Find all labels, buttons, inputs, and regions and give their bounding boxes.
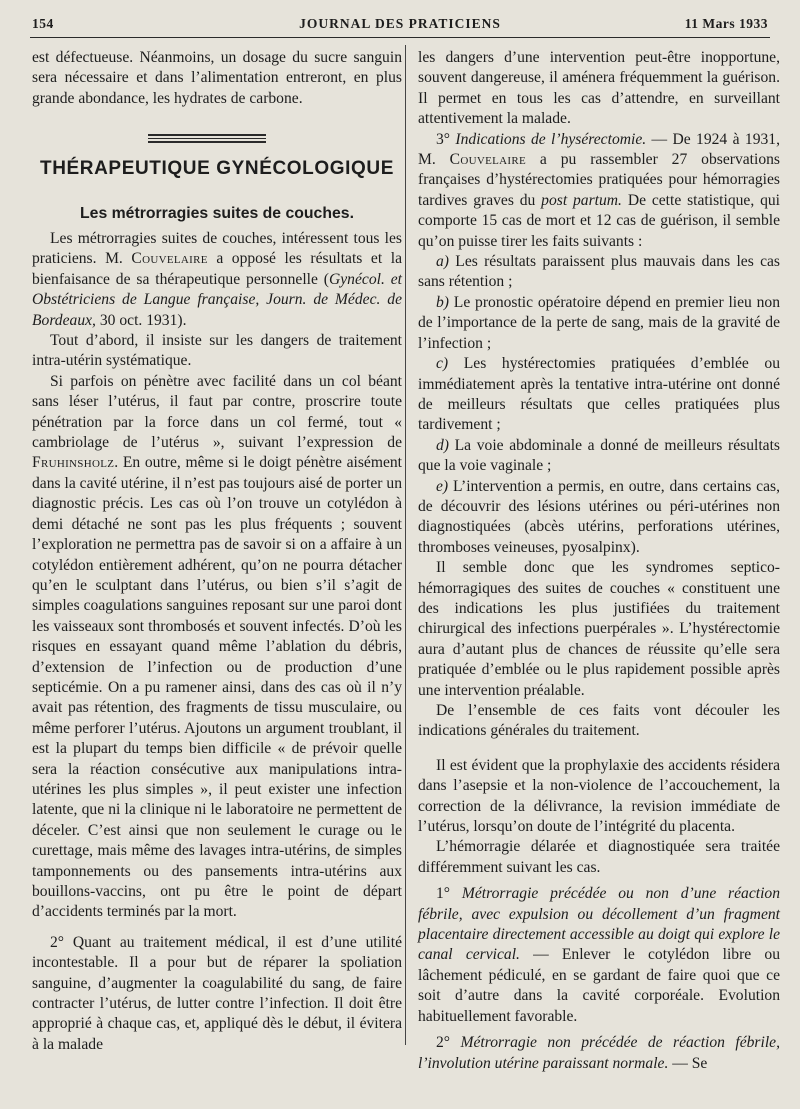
- right-para-6: L’hémorragie délarée et diagnostiquée sera traitée différemment suivant les cas.: [418, 838, 780, 876]
- page-number: 154: [32, 16, 54, 31]
- left-body: [32, 229, 402, 1055]
- cited-author: Fruhinsholz: [32, 454, 115, 472]
- right-body: [418, 48, 780, 1074]
- column-divider: [405, 45, 406, 1045]
- list-item-e: e) L’intervention a permis, en outre, dans certains cas, de découvrir des lésions utérines ou péri-utérines non diagnostiquées (abcès utérins, perforations utérines, thromboses veineuses, pyosalpinx).: [418, 477, 780, 556]
- journal-title: JOURNAL DES PRATICIENS: [299, 16, 501, 31]
- reference: Gynécol. et Obstétriciens de Langue française, Journ. de Médec. de Bordeaux,: [32, 270, 402, 329]
- subsection-title-3: Indications de l’hysérectomie.: [455, 130, 647, 148]
- left-para-4: 2° Quant au traitement médical, il est d’une utilité incontestable. Il a pour but de réparer la spoliation sanguine, d’augmenter la coagulabilité du sang, de faire contracter l’utérus, de lutter contre l’infection. Il doit être approprié à chaque cas, et, appliqué dès le début, il évitera à la malade: [32, 933, 402, 1053]
- left-para-2: Tout d’abord, il insiste sur les dangers de traitement intra-utérin systématique.: [32, 332, 402, 370]
- list-item-d: d) La voie abdominale a donné de meilleurs résultats que la voie vaginale ;: [418, 436, 780, 475]
- right-para-1: les dangers d’une intervention peut-être inopportune, souvent dangereuse, il aménera fréquemment la guérison. Il permet en tous les cas d’attendre, en surveillant attentivement la malade.: [418, 49, 780, 128]
- list-item-c: c) Les hystérectomies pratiquées d’emblée ou immédiatement après la tentative intra-utérine ont donné de meilleurs résultats que celles pratiquées plus tardivement ;: [418, 355, 781, 434]
- list-item-b: b) Le pronostic opératoire dépend en premier lieu non de l’importance de la perte de sang, mais de la gravité de l’infection ;: [418, 293, 781, 352]
- section-ornament: [148, 134, 266, 143]
- right-para-2: 3° Indications de l’hysérectomie. — De 1924 à 1931, M. Couvelaire a pu rassembler 27 observations françaises d’hystérectomies pratiquées pour hémorragies tardives graves du post partum. De cette statistique, qui comporte 15 cas de mort et 12 cas de guérison, il semble qu’on puisse tirer les faits suivants :: [418, 130, 780, 250]
- right-para-3: Il semble donc que les syndromes septico-hémorragiques des suites de couches « constituent une des indications les plus justifiées du traitement chirurgical des infections puerpérales ». L’hystérectomie aura d’autant plus de chances de réussite qu’elle sera pratiquée d’emblée ou le plus rapidement possible après une intervention préalable.: [418, 559, 780, 699]
- left-intro: est défectueuse. Néanmoins, un dosage du sucre sanguin sera nécessaire et dans l’alimentation entreront, en plus grande abondance, les hydrates de carbone.: [32, 49, 402, 107]
- left-para-1: Les métrorragies suites de couches, intéressent tous les praticiens. M. Couvelaire a opposé les résultats et la bienfaisance de sa thérapeutique personnelle (Gynécol. et Obstétriciens de Langue française, Journ. de Médec. de Bordeaux, 30 oct. 1931).: [32, 230, 402, 329]
- right-para-4: De l’ensemble de ces faits vont découler les indications générales du traitement.: [418, 702, 780, 740]
- left-para-3: Si parfois on pénètre avec facilité dans un col béant sans léser l’utérus, il faut par contre, proscrire toute pénétration par la force dans un col fermé, tout « cambriolage de l’utérus », suivant l’expression de Fruhinsholz. En outre, même si le doigt pénètre aisément dans la cavité utérine, il n’est pas toujours aisé de porter un diagnostic précis. Les cas où l’on trouve un cotylédon à demi détaché ne sont pas les plus fréquents ; souvent l’exploration ne permettra pas de savoir si on a affaire à un cotylédon entièrement adhérent, qu’on ne pourra détacher qu’en le sculptant dans l’utérus, ou bien s’il s’agit de simples coagulations sanguines reposant sur une paroi dont les vaisseaux sont thrombosés et souvent infectés. D’où les risques en essayant quand même l’ablation du débris, d’extension de l’infection ou de production d’une septicémie. On a pu ramener ainsi, dans des cas où il n’y avait pas rétention, des fragments de tissu musculaire, ou même perforer l’utérus. Ajoutons un argument troublant, il est la plupart du temps bien difficile « de prévoir quelle sera la réaction consécutive aux manipulations intra-utérines les plus simples », il peut exister une infection latente, que ni la clinique ni le laboratoire ne permettent de déceler. C’est ainsi que non seulement le curage ou le curettage, mais même des lavages intra-utérins, de simples tamponnements ou des pansements intra-utérins aux bouillons-vaccins, ont pu être le point de départ d’accidents terminés par la mort.: [32, 372, 402, 921]
- page-header: [30, 13, 770, 38]
- right-para-5: Il est évident que la prophylaxie des accidents résidera dans l’asepsie et la non-violence de l’accouchement, la correction de la délivrance, la revision immédiate de l’utérus, lorsqu’on doute de l’intégrité du placenta.: [418, 756, 780, 836]
- right-para-8: 2° Métrorragie non précédée de réaction fébrile, l’involution utérine paraissant normale. — Se: [418, 1034, 780, 1072]
- subsection-title-1: Métrorragie précédée ou non d’une réaction fébrile, avec expulsion ou décollement d’un fragment placentaire directement accessible au doigt qui explore le canal cervical.: [418, 885, 781, 964]
- list-item-a: a) Les résultats paraissent plus mauvais dans les cas sans rétention ;: [418, 253, 780, 291]
- subsection-title-2: Métrorragie non précédée de réaction fébrile, l’involution utérine paraissant normale.: [418, 1034, 780, 1072]
- right-para-7: 1° Métrorragie précédée ou non d’une réaction fébrile, avec expulsion ou décollement d’un fragment placentaire directement accessible au doigt qui explore le canal cervical. — Enlever le cotylédon libre ou lâchement pédiculé, en se gardant de faire quoi que ce soit d’autre dans la cavité corporéale. Evolution habituellement favorable.: [418, 885, 781, 1025]
- article-subhead: Les métrorragies suites de couches.: [80, 205, 354, 222]
- section-title: THÉRAPEUTIQUE GYNÉCOLOGIQUE: [39, 158, 394, 179]
- left-intro-block: [32, 48, 402, 109]
- issue-date: 11 Mars 1933: [684, 16, 768, 31]
- author-name: Couvelaire: [131, 250, 208, 268]
